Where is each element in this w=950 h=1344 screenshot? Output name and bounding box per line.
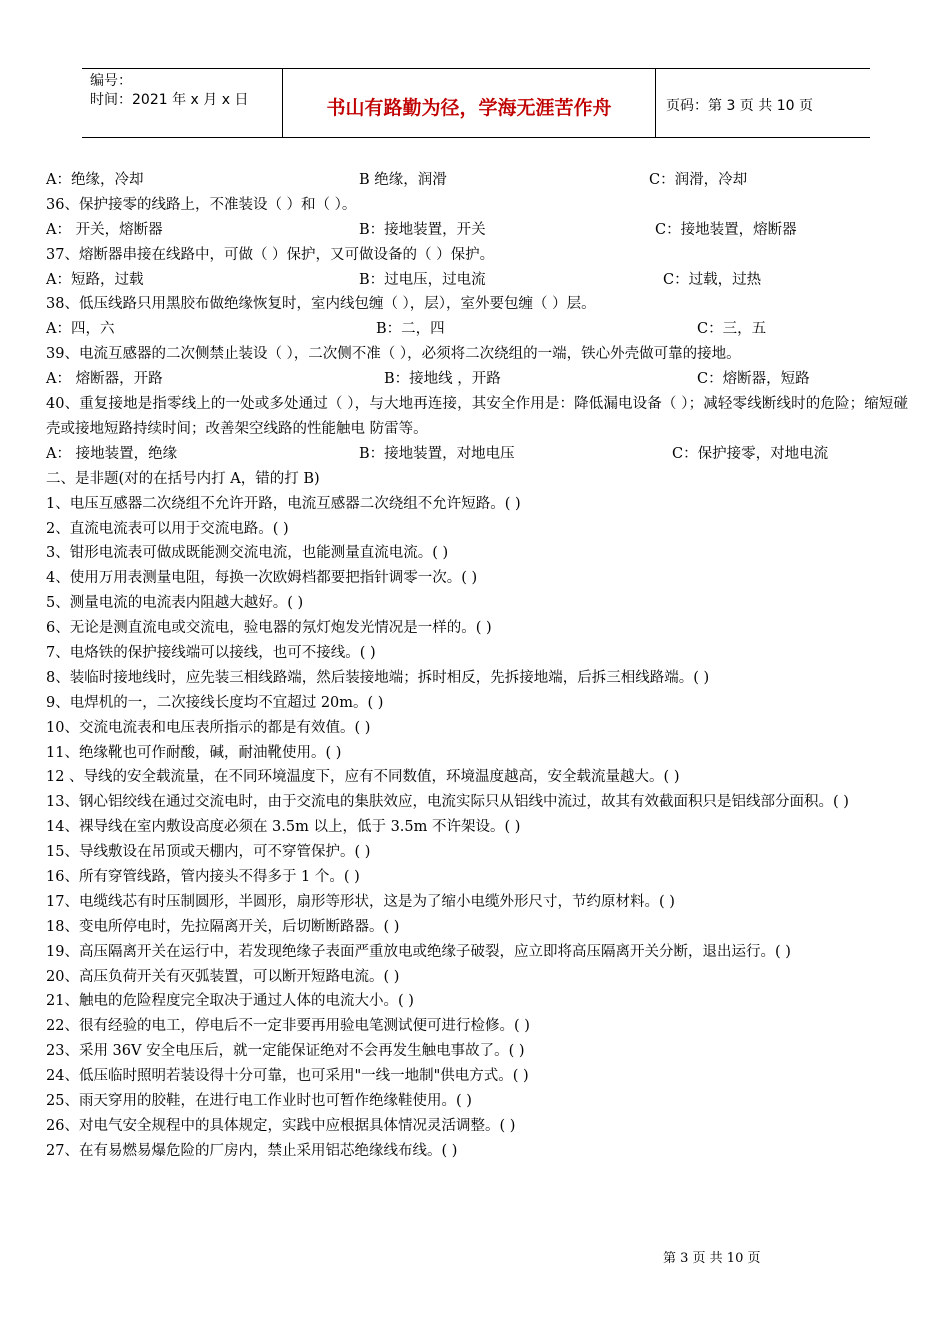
answer-options-row — [46, 442, 908, 467]
answer-option-c: C：三，五 — [697, 321, 767, 338]
question-text: 16、所有穿管线路，管内接头不得多于 1 个。( ) — [46, 869, 360, 885]
question-text: 26、对电气安全规程中的具体规定，实践中应根据具体情况灵活调整。( ) — [46, 1117, 516, 1134]
question-text: 9、电焊机的一，二次接线长度均不宜超过 20m。( ) — [46, 694, 384, 711]
question-text: 39、电流互感器的二次侧禁止装设（ ），二次侧不准（ ），必须将二次绕组的一端，铁心外壳做可靠的接地。 — [46, 346, 741, 363]
answer-option-b: B：二，四 — [376, 321, 445, 338]
question-text: 22、很有经验的电工，停电后不一定非要再用验电笔测试便可进行检修。( ) — [46, 1018, 530, 1035]
question-text: 21、触电的危险程度完全取决于通过人体的电流大小。( ) — [46, 993, 414, 1010]
answer-options-row — [46, 218, 908, 243]
question-text: 15、导线敷设在吊顶或天棚内，可不穿管保护。( ) — [46, 844, 371, 861]
answer-option-b: B：接地线 ，开路 — [384, 371, 501, 388]
answer-option-a: A： 熔断器，开路 — [46, 371, 163, 388]
answer-option-a: A：绝缘，冷却 — [46, 172, 144, 188]
question-text: 23、采用 36V 安全电压后，就一定能保证绝对不会再发生触电事故了。( ) — [46, 1043, 525, 1060]
answer-option-a: A： 开关，熔断器 — [46, 221, 163, 238]
document-number-label: 编号： — [90, 73, 132, 89]
question-text: 6、无论是测直流电或交流电，验电器的氖灯炮发光情况是一样的。( ) — [46, 620, 492, 637]
question-text: 27、在有易燃易爆危险的厂房内，禁止采用铝芯绝缘线布线。( ) — [46, 1142, 458, 1159]
header-motto: 书山有路勤为径，学海无涯苦作舟 — [326, 97, 612, 119]
question-text: 12 、导线的安全载流量，在不同环境温度下，应有不同数值，环境温度越高，安全载流量越大。( ) — [46, 769, 680, 786]
section-heading: 二、是非题(对的在括号内打 A，错的打 B) — [46, 470, 320, 487]
page-header — [82, 68, 870, 138]
header-page-cell — [656, 69, 870, 137]
header-page-number: 页码：第 3 页 共 10 页 — [666, 98, 813, 114]
question-text: 25、雨天穿用的胶鞋，在进行电工作业时也可暂作绝缘鞋使用。( ) — [46, 1093, 472, 1110]
question-text: 17、电缆线芯有时压制圆形，半圆形，扇形等形状，这是为了缩小电缆外形尺寸，节约原材料。( ) — [46, 893, 675, 910]
question-text: 10、交流电流表和电压表所指示的都是有效值。( ) — [46, 719, 371, 736]
answer-options-row — [46, 168, 908, 193]
answer-option-c: C：接地装置，熔断器 — [655, 221, 797, 238]
answer-option-a: A： 接地装置，绝缘 — [46, 445, 178, 462]
question-text: 3、钳形电流表可做成既能测交流电流，也能测量直流电流。( ) — [46, 545, 449, 562]
answer-option-c: C：保护接零，对地电流 — [672, 445, 829, 462]
question-text: 8、装临时接地线时，应先装三相线路端，然后装接地端；拆时相反，先拆接地端，后拆三相线路端。( ) — [46, 669, 710, 686]
question-text: 37、熔断器串接在线路中，可做（ ）保护，又可做设备的（ ）保护。 — [46, 246, 495, 263]
answer-option-b: B：接地装置，对地电压 — [359, 445, 515, 462]
header-meta-cell — [82, 69, 283, 137]
answer-options-row — [46, 367, 908, 392]
answer-option-c: C：润滑，冷却 — [649, 172, 748, 188]
answer-option-c: C：过载，过热 — [663, 271, 762, 288]
document-time-label: 时间：2021 年 x 月 x 日 — [90, 92, 249, 108]
answer-options-row — [46, 317, 908, 342]
question-text: 4、使用万用表测量电阻，每换一次欧姆档都要把指针调零一次。( ) — [46, 570, 478, 587]
answer-option-a: A：短路，过载 — [46, 271, 144, 288]
page-footer: 第 3 页 共 10 页 — [663, 1251, 761, 1266]
answer-option-a: A：四，六 — [46, 321, 115, 338]
question-text: 40、重复接地是指零线上的一处或多处通过（ ），与大地再连接，其安全作用是：降低漏电设备（ ）；减轻零线断线时的危险；缩短碰壳或接地短路持续时间；改善架空线路的性能触电 防雷等。 — [46, 396, 908, 437]
question-text: 24、低压临时照明若装设得十分可靠，也可采用"一线一地制"供电方式。( ) — [46, 1068, 529, 1085]
answer-options-row — [46, 268, 908, 293]
question-text: 20、高压负荷开关有灭弧装置，可以断开短路电流。( ) — [46, 968, 400, 985]
answer-option-b: B：过电压，过电流 — [359, 271, 486, 288]
answer-option-b: B 绝缘，润滑 — [359, 172, 447, 188]
answer-option-c: C：熔断器，短路 — [697, 371, 810, 388]
question-text: 1、电压互感器二次绕组不允许开路，电流互感器二次绕组不允许短路。( ) — [46, 495, 521, 512]
question-text: 2、直流电流表可以用于交流电路。( ) — [46, 520, 289, 537]
question-text: 38、低压线路只用黑胶布做绝缘恢复时，室内线包缠（ ），层），室外要包缠（ ）层。 — [46, 296, 596, 313]
question-text: 18、变电所停电时，先拉隔离开关，后切断断路器。( ) — [46, 918, 400, 935]
question-text: 36、保护接零的线路上，不准装设（ ）和（ ）。 — [46, 196, 357, 213]
header-motto-cell — [283, 69, 656, 137]
answer-option-b: B：接地装置，开关 — [359, 221, 486, 238]
question-text: 5、测量电流的电流表内阻越大越好。( ) — [46, 595, 304, 612]
question-text: 19、高压隔离开关在运行中，若发现绝缘子表面严重放电或绝缘子破裂，应立即将高压隔离开关分断，退出运行。( ) — [46, 943, 791, 960]
question-text: 7、电烙铁的保护接线端可以接线，也可不接线。( ) — [46, 644, 376, 661]
question-text: 14、裸导线在室内敷设高度必须在 3.5m 以上，低于 3.5m 不许架设。( ) — [46, 819, 521, 836]
question-text: 11、绝缘靴也可作耐酸，碱，耐油靴使用。( ) — [46, 744, 342, 761]
question-text: 13、钢心铝绞线在通过交流电时，由于交流电的集肤效应，电流实际只从铝线中流过，故其有效截面积只是铝线部分面积。( ) — [46, 794, 849, 811]
document-body — [46, 168, 908, 1164]
